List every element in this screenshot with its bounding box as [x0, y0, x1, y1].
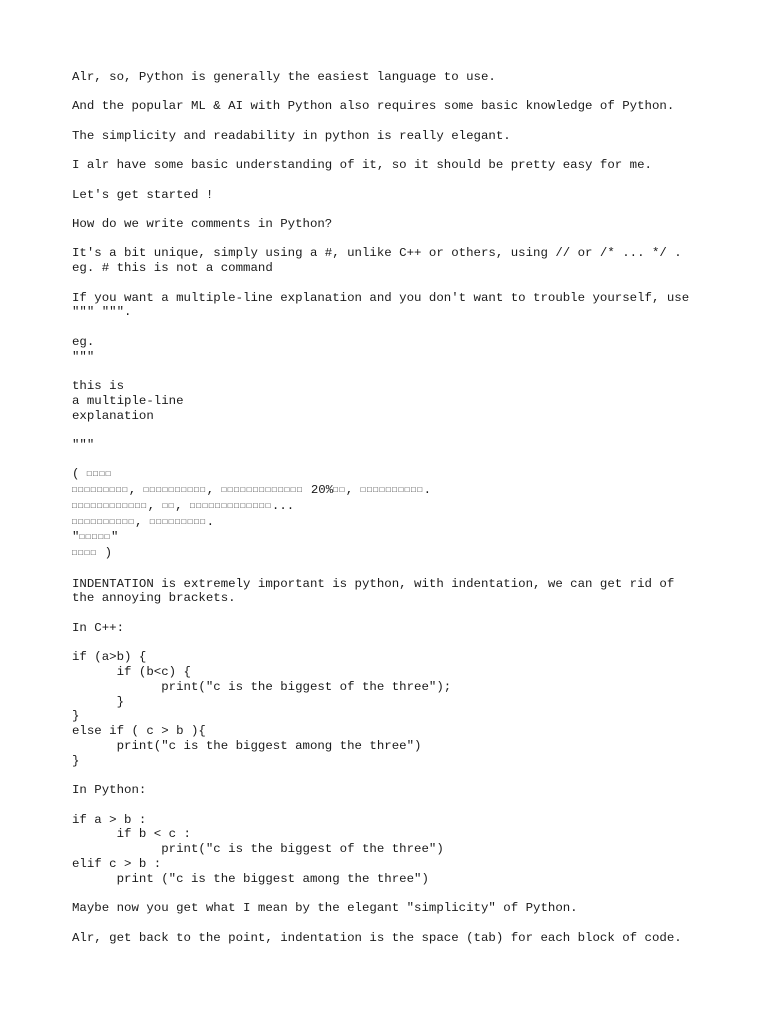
text-line: print ("c is the biggest among the three")	[72, 871, 429, 886]
text-line: print("c is the biggest of the three")	[72, 842, 444, 857]
text-line: And the popular ML & AI with Python also requires some basic knowledge of Python.	[72, 99, 675, 114]
text-line: "□□□□□"	[72, 530, 119, 545]
text-line: if (a>b) {	[72, 650, 147, 665]
text-line: }	[72, 753, 80, 768]
text-line: a multiple-line	[72, 393, 184, 408]
text-line: Maybe now you get what I mean by the elegant "simplicity" of Python.	[72, 901, 578, 916]
text-line: Alr, get back to the point, indentation is the space (tab) for each block of code.	[72, 930, 682, 945]
text-line: print("c is the biggest among the three")	[72, 739, 422, 754]
text-line: print("c is the biggest of the three");	[72, 679, 452, 694]
text-line: How do we write comments in Python?	[72, 216, 333, 231]
paragraph	[72, 650, 712, 768]
text-line: """	[72, 349, 95, 364]
text-line: It's a bit unique, simply using a #, unlike C++ or others, using // or /* ... */ .	[72, 246, 682, 261]
text-line: this is	[72, 378, 125, 393]
text-line: the annoying brackets.	[72, 591, 236, 606]
paragraph	[72, 379, 712, 423]
text-line: Alr, so, Python is generally the easiest language to use.	[72, 70, 496, 84]
text-line: if (b<c) {	[72, 665, 191, 680]
text-line: elif c > b :	[72, 856, 162, 871]
text-line: """	[72, 437, 95, 452]
text-line: □□□□□□□□□□, □□□□□□□□□.	[72, 514, 215, 529]
paragraph	[72, 158, 712, 173]
text-line: ( □□□□	[72, 467, 113, 482]
paragraph	[72, 99, 712, 114]
text-line: Let's get started !	[72, 187, 214, 202]
paragraph	[72, 70, 712, 85]
text-line: The simplicity and readability in python is really elegant.	[72, 128, 511, 143]
text-line: □□□□□□□□□, □□□□□□□□□□, □□□□□□□□□□□□□ 20%□□, □□□□□□□□□□.	[72, 483, 432, 498]
text-line: □□□□□□□□□□□□, □□, □□□□□□□□□□□□□...	[72, 498, 295, 513]
text-line: In C++:	[72, 620, 125, 635]
text-line: eg.	[72, 334, 95, 349]
paragraph	[72, 291, 712, 321]
paragraph	[72, 813, 712, 887]
paragraph	[72, 467, 712, 562]
text-line: eg. # this is not a command	[72, 261, 273, 276]
paragraph	[72, 783, 712, 798]
text-line: explanation	[72, 408, 154, 423]
text-line: □□□□ )	[72, 546, 113, 561]
text-line: INDENTATION is extremely important is python, with indentation, we can get rid of	[72, 576, 675, 591]
text-line: I alr have some basic understanding of it, so it should be pretty easy for me.	[72, 158, 652, 173]
paragraph	[72, 335, 712, 365]
paragraph	[72, 901, 712, 916]
text-line: else if ( c > b ){	[72, 724, 206, 739]
paragraph	[72, 246, 712, 276]
paragraph	[72, 129, 712, 144]
text-line: }	[72, 694, 125, 709]
paragraph	[72, 217, 712, 232]
text-line: if b < c :	[72, 827, 191, 842]
paragraph	[72, 438, 712, 453]
document-page	[72, 70, 712, 960]
text-line: If you want a multiple-line explanation and you don't want to trouble yourself, use	[72, 290, 690, 305]
text-line: """ """.	[72, 305, 132, 320]
paragraph	[72, 931, 712, 946]
text-line: In Python:	[72, 783, 147, 798]
text-line: if a > b :	[72, 812, 147, 827]
paragraph	[72, 188, 712, 203]
paragraph	[72, 621, 712, 636]
text-line: }	[72, 709, 80, 724]
paragraph	[72, 577, 712, 607]
